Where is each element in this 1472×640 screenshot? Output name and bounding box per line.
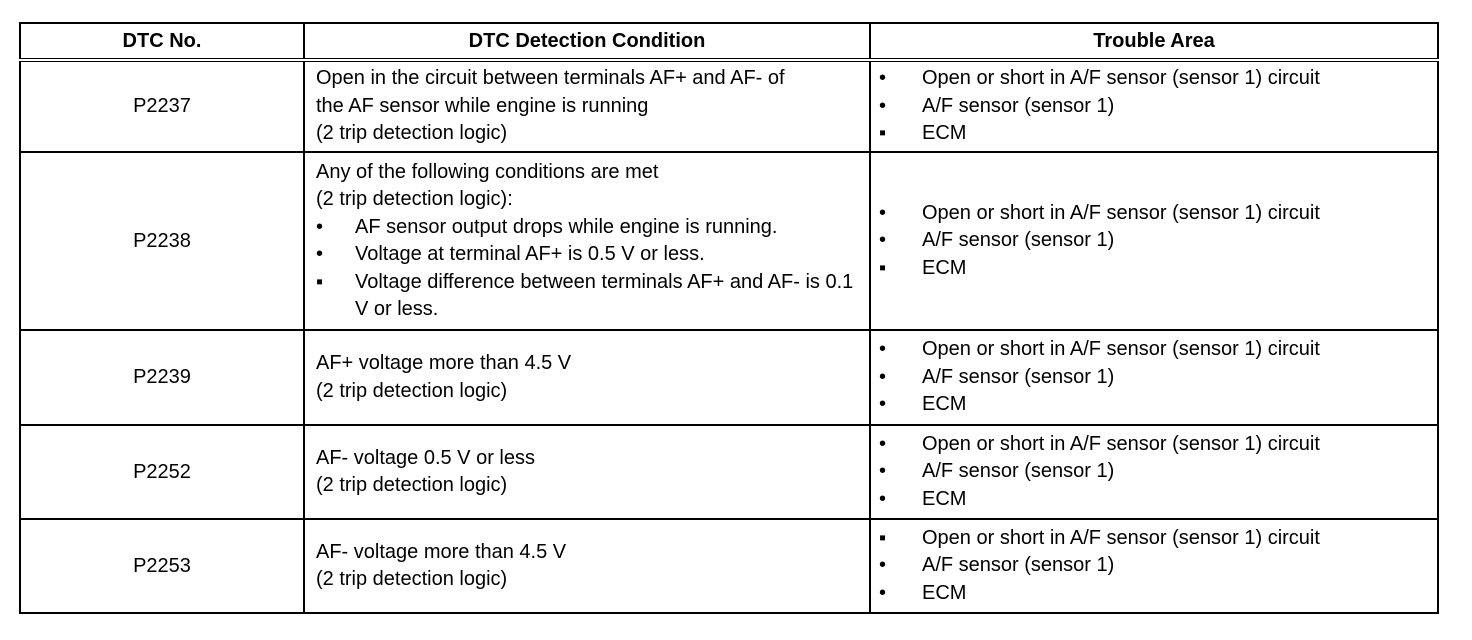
dtc-code: P2252 [20, 425, 304, 519]
condition-line: (2 trip detection logic) [316, 568, 508, 590]
trouble-area-item: ECM [922, 393, 967, 416]
bullet-icon: • [879, 94, 887, 117]
bullet-icon: • [879, 365, 887, 388]
trouble-area [870, 152, 1438, 330]
bullet-icon: • [879, 201, 887, 224]
detection-condition [304, 330, 870, 425]
dtc-table [19, 22, 1439, 614]
bullet-icon: • [879, 432, 887, 455]
condition-line: (2 trip detection logic) [316, 379, 508, 402]
bullet-icon: • [879, 393, 887, 416]
bullet-icon: ▪ [316, 270, 324, 293]
bullet-icon: • [879, 554, 887, 577]
dtc-code: P2237 [20, 60, 304, 152]
table-row [20, 60, 1438, 152]
condition-line: Open in the circuit between terminals AF+ and AF- of [316, 67, 785, 90]
trouble-area-item: Open or short in A/F sensor (sensor 1) circuit [922, 338, 1320, 361]
condition-line: AF- voltage more than 4.5 V [316, 540, 567, 563]
bullet-icon: ▪ [879, 256, 887, 279]
trouble-area [870, 519, 1438, 613]
bullet-icon: • [879, 67, 887, 90]
header-dtc-no: DTC No. [20, 23, 304, 60]
condition-bullet: Voltage difference between terminals AF+ and AF- is 0.1 V or less. [355, 270, 854, 320]
condition-line: (2 trip detection logic) [316, 474, 508, 496]
condition-line: the AF sensor while engine is running [316, 94, 649, 117]
trouble-area-item: A/F sensor (sensor 1) [922, 94, 1115, 117]
condition-bullet: Voltage at terminal AF+ is 0.5 V or less. [355, 243, 705, 265]
trouble-area-item: Open or short in A/F sensor (sensor 1) circuit [922, 201, 1320, 224]
condition-line: Any of the following conditions are met [316, 160, 659, 183]
condition-bullet: AF sensor output drops while engine is running. [355, 215, 778, 238]
header-detection-condition: DTC Detection Condition [304, 23, 870, 60]
detection-condition [304, 60, 870, 152]
trouble-area-item: A/F sensor (sensor 1) [922, 554, 1115, 577]
bullet-icon: • [879, 487, 887, 510]
detection-condition [304, 425, 870, 519]
trouble-area-item: A/F sensor (sensor 1) [922, 229, 1115, 252]
trouble-area-item: Open or short in A/F sensor (sensor 1) circuit [922, 432, 1320, 455]
detection-condition [304, 519, 870, 613]
bullet-icon: • [316, 215, 324, 238]
bullet-icon: • [316, 243, 324, 265]
trouble-area-item: ECM [922, 256, 967, 279]
trouble-area-item: ECM [922, 122, 967, 145]
dtc-code: P2238 [20, 152, 304, 330]
table-row [20, 152, 1438, 330]
trouble-area [870, 330, 1438, 425]
trouble-area [870, 60, 1438, 152]
trouble-area-item: Open or short in A/F sensor (sensor 1) circuit [922, 526, 1320, 549]
bullet-icon: • [879, 229, 887, 252]
trouble-area-item: ECM [922, 581, 967, 604]
condition-line: AF+ voltage more than 4.5 V [316, 352, 572, 374]
condition-line: (2 trip detection logic) [316, 122, 508, 145]
bullet-icon: • [879, 460, 887, 483]
trouble-area-item: Open or short in A/F sensor (sensor 1) circuit [922, 67, 1320, 90]
trouble-area-item: A/F sensor (sensor 1) [922, 460, 1115, 483]
table-header [20, 23, 1438, 60]
detection-condition [304, 152, 870, 330]
dtc-code: P2239 [20, 330, 304, 425]
bullet-icon: • [879, 338, 887, 361]
table-row [20, 330, 1438, 425]
bullet-icon: ▪ [879, 526, 887, 549]
header-trouble-area: Trouble Area [870, 23, 1438, 60]
trouble-area-item: ECM [922, 487, 967, 510]
bullet-icon: ▪ [879, 122, 887, 145]
condition-line: (2 trip detection logic): [316, 188, 513, 210]
bullet-icon: • [879, 581, 887, 604]
trouble-area [870, 425, 1438, 519]
table-row [20, 425, 1438, 519]
dtc-code: P2253 [20, 519, 304, 613]
trouble-area-item: A/F sensor (sensor 1) [922, 365, 1115, 388]
condition-line: AF- voltage 0.5 V or less [316, 446, 535, 469]
table-row [20, 519, 1438, 613]
